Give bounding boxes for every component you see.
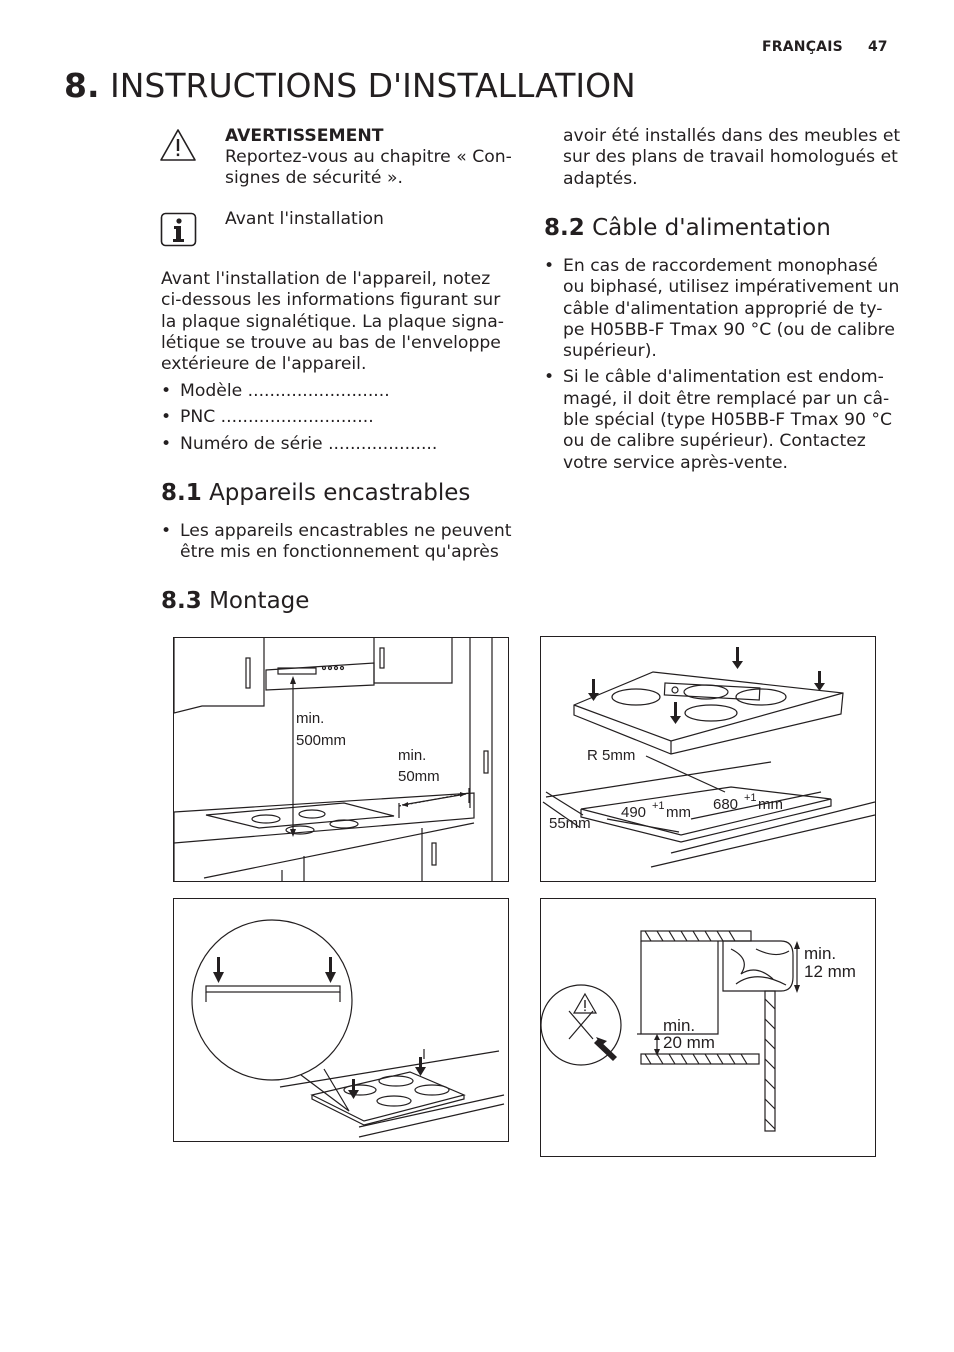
clearance-section-illustration xyxy=(541,899,875,1156)
list-item-line: magé, il doit être remplacé par un câ- xyxy=(563,388,890,409)
list-item-line: ou biphasé, utilisez impérativement un xyxy=(563,277,900,298)
intro-line: Avant l'installation de l'appareil, notez xyxy=(161,269,491,289)
list-item: • Numéro de série .................... xyxy=(161,434,437,455)
title-number: 8. xyxy=(64,66,100,105)
list-item xyxy=(544,256,899,362)
list-item xyxy=(161,521,512,564)
section-8-1-list xyxy=(161,521,512,564)
section-title: Appareils encastrables xyxy=(209,480,471,506)
section-8-1-heading xyxy=(161,480,470,506)
clearance-bottom-min-label: min. xyxy=(663,1016,696,1035)
cutout-width-unit: mm xyxy=(758,796,783,813)
info-icon xyxy=(160,212,198,248)
cutout-depth-value: 490 xyxy=(621,804,647,821)
section-title: Câble d'alimentation xyxy=(592,215,831,241)
kitchen-height-value: 500mm xyxy=(296,732,347,749)
list-item-line: ble spécial (type H05BB-F Tmax 90 °C xyxy=(563,410,892,431)
hob-insertion-illustration xyxy=(174,899,508,1141)
section-number: 8.1 xyxy=(161,480,202,506)
kitchen-side-value: 50mm xyxy=(398,768,440,785)
kitchen-illustration xyxy=(174,638,508,881)
cutout-margin: 55mm xyxy=(549,815,591,832)
clearance-top-value: 12 mm xyxy=(804,962,856,981)
intro-line: la plaque signalétique. La plaque signa- xyxy=(161,311,504,332)
figure-hob-insertion xyxy=(173,898,509,1142)
rating-plate-list xyxy=(161,381,437,455)
warning-line-1: Reportez-vous au chapitre « Con- xyxy=(225,147,512,167)
list-item-line: câble d'alimentation approprié de ty- xyxy=(563,298,883,319)
warning-line-2: signes de sécurité ». xyxy=(225,168,403,188)
cutout-illustration xyxy=(541,637,875,881)
list-item: • PNC ............................ xyxy=(161,407,437,428)
cutout-width-tolerance: +1 xyxy=(744,792,757,804)
section-8-2-list xyxy=(544,256,899,474)
figure-cutout-dimensions xyxy=(540,636,876,882)
section-title: Montage xyxy=(209,588,310,614)
section-number: 8.3 xyxy=(161,588,202,614)
page-number: 47 xyxy=(868,39,888,55)
list-item-line: ou de calibre supérieur). Contactez xyxy=(563,431,866,452)
list-item: • Modèle .......................... xyxy=(161,381,437,402)
info-text: Avant l'installation xyxy=(225,209,384,229)
section-8-3-heading xyxy=(161,588,309,614)
right-column-intro xyxy=(563,126,900,190)
intro-line: extérieure de l'appareil. xyxy=(161,354,367,375)
intro-paragraph xyxy=(161,269,521,375)
list-item xyxy=(544,367,899,473)
section-8-2-heading xyxy=(544,215,831,241)
text-line: avoir été installés dans des meubles et xyxy=(563,126,901,146)
cutout-depth-unit: mm xyxy=(666,804,691,821)
kitchen-side-min-label: min. xyxy=(398,747,427,764)
clearance-bottom-value: 20 mm xyxy=(663,1033,715,1052)
list-item-line: être mis en fonctionnement qu'après xyxy=(180,542,499,563)
kitchen-min-label: min. xyxy=(296,710,325,727)
clearance-top-min-label: min. xyxy=(804,944,837,963)
warning-heading: AVERTISSEMENT xyxy=(225,126,384,146)
intro-line: ci-dessous les informations figurant sur xyxy=(161,290,501,311)
warning-triangle-icon xyxy=(158,127,198,163)
text-line: adaptés. xyxy=(563,168,638,189)
list-item-line: • Les appareils encastrables ne peuvent xyxy=(180,521,512,541)
header-language: FRANÇAIS xyxy=(762,39,843,55)
list-item-line: supérieur). xyxy=(563,341,657,362)
cutout-radius: R 5mm xyxy=(587,747,636,764)
cutout-width-value: 680 xyxy=(713,796,739,813)
list-item-line: pe H05BB-F Tmax 90 °C (ou de calibre xyxy=(563,319,895,340)
list-item-line: • Si le câble d'alimentation est endom- xyxy=(563,367,884,388)
text-line: sur des plans de travail homologués et xyxy=(563,147,898,168)
intro-line: létique se trouve au bas de l'enveloppe xyxy=(161,332,501,353)
title-text: INSTRUCTIONS D'INSTALLATION xyxy=(110,66,636,105)
section-number: 8.2 xyxy=(544,215,585,241)
list-item-line: • En cas de raccordement monophasé xyxy=(563,256,878,276)
page-title xyxy=(64,66,636,105)
list-item-line: votre service après-vente. xyxy=(563,452,788,473)
figure-kitchen-clearance xyxy=(173,637,509,882)
cutout-depth-tolerance: +1 xyxy=(652,800,665,812)
figure-clearance-section xyxy=(540,898,876,1157)
